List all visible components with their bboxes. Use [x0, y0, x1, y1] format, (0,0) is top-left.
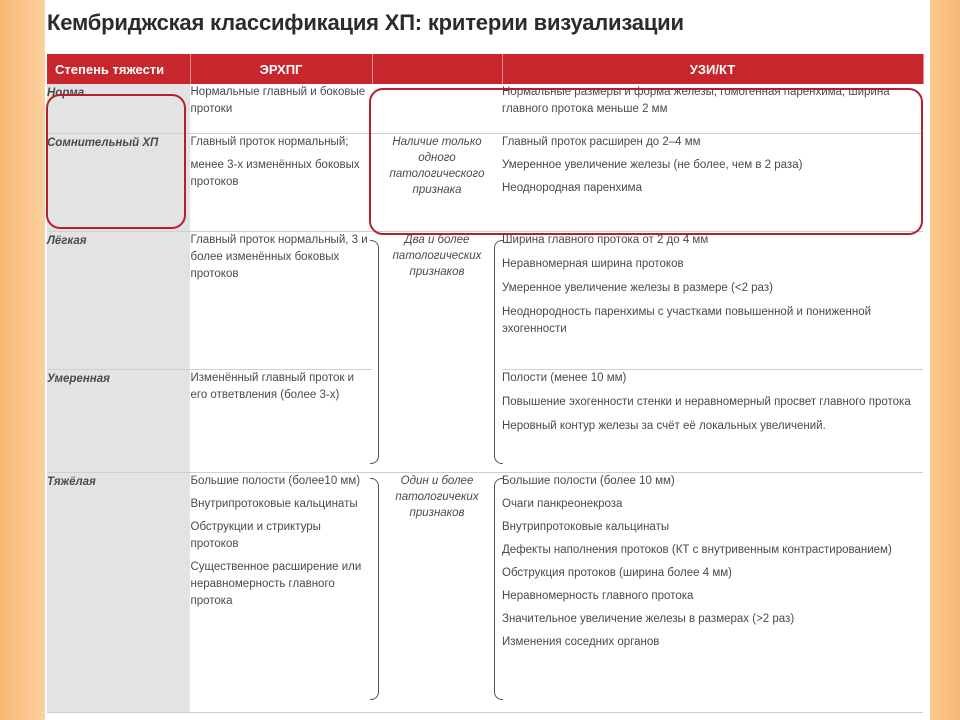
usg-severe-item: Внутрипротоковые кальцинаты — [502, 520, 670, 533]
usg-moderate — [502, 369, 923, 472]
left-brace-mild-moderate — [494, 240, 503, 464]
ercp-severe-item: Внутрипротоковые кальцинаты — [190, 497, 358, 510]
ercp-severe-item: Обструкции и стриктуры протоков — [190, 520, 321, 550]
severity-severe: Тяжёлая — [47, 472, 190, 712]
usg-doubtful-item: Неоднородная паренхима — [502, 181, 642, 194]
usg-mild-item: Неоднородность паренхимы с участками повышенной и пониженной эхогенности — [502, 305, 872, 335]
middle-norm — [372, 84, 502, 133]
middle-one-or-more: Один и более патологичеких признаков — [372, 472, 502, 712]
header-usg: УЗИ/КТ — [502, 54, 923, 84]
row-norm — [47, 84, 923, 133]
usg-severe-item: Дефекты наполнения протоков (КТ с внутривенным контрастированием) — [502, 543, 892, 556]
usg-moderate-item: Повышение эхогенности стенки и неравномерный просвет главного протока — [502, 395, 911, 408]
header-middle — [372, 54, 502, 84]
ercp-mild-item: Главный проток нормальный, 3 и более изменённых боковых протоков — [190, 233, 368, 280]
usg-severe-item: Обструкция протоков (ширина более 4 мм) — [502, 566, 732, 579]
usg-severe — [502, 472, 923, 712]
usg-norm — [502, 84, 923, 133]
row-severe — [47, 472, 923, 712]
header-severity: Степень тяжести — [47, 54, 190, 84]
row-doubtful — [47, 133, 923, 231]
severity-doubtful: Сомнительный ХП — [47, 133, 190, 231]
ercp-moderate — [190, 369, 372, 472]
usg-doubtful-item: Умеренное увеличение железы (не более, чем в 2 раза) — [502, 158, 803, 171]
ercp-norm-item: Нормальные главный и боковые протоки — [190, 86, 366, 115]
usg-mild-item: Ширина главного протока от 2 до 4 мм — [502, 233, 709, 246]
ercp-norm — [190, 84, 372, 133]
usg-mild-item: Умеренное увеличение железы в размере (<2 раз) — [502, 281, 773, 294]
severity-norm: Норма — [47, 84, 190, 133]
classification-table — [47, 54, 924, 713]
left-brace-severe — [494, 478, 503, 700]
ercp-moderate-item: Изменённый главный проток и его ответвления (более 3-х) — [190, 371, 355, 401]
middle-two-signs: Два и более патологических признаков — [372, 231, 502, 472]
usg-mild-item: Неравномерная ширина протоков — [502, 257, 684, 270]
usg-severe-item: Большие полости (более 10 мм) — [502, 474, 675, 487]
severity-moderate: Умеренная — [47, 369, 190, 472]
ercp-mild — [190, 231, 372, 369]
right-brace-severe — [370, 478, 379, 700]
usg-doubtful-item: Главный проток расширен до 2–4 мм — [502, 135, 701, 148]
ercp-doubtful-item: менее 3-х изменённых боковых протоков — [190, 158, 360, 188]
usg-moderate-item: Полости (менее 10 мм) — [502, 371, 627, 384]
usg-norm-item: Нормальные размеры и форма железы, гомогенная паренхима, ширина главного протока меньше 2 мм — [502, 86, 890, 115]
ercp-severe — [190, 472, 372, 712]
row-mild — [47, 231, 923, 369]
usg-severe-item: Изменения соседних органов — [502, 635, 660, 648]
usg-severe-item: Неравномерность главного протока — [502, 589, 694, 602]
ercp-severe-item: Существенное расширение или неравномерность главного протока — [190, 560, 362, 607]
usg-moderate-item: Неровный контур железы за счёт её локальных увеличений. — [502, 419, 826, 432]
middle-one-sign: Наличие только одного патологического признака — [372, 133, 502, 231]
table-header-row — [47, 54, 923, 84]
ercp-severe-item: Большие полости (более10 мм) — [190, 474, 361, 487]
ercp-doubtful-item: Главный проток нормальный; — [190, 135, 349, 148]
usg-doubtful — [502, 133, 923, 231]
page-title: Кембриджская классификация ХП: критерии визуализации — [47, 10, 684, 35]
usg-severe-item: Значительное увеличение железы в размерах (>2 раз) — [502, 612, 795, 625]
usg-mild — [502, 231, 923, 369]
usg-severe-item: Очаги панкреонекроза — [502, 497, 623, 510]
ercp-doubtful — [190, 133, 372, 231]
header-ercp: ЭРХПГ — [190, 54, 372, 84]
right-brace-mild-moderate — [370, 240, 379, 464]
severity-mild: Лёгкая — [47, 231, 190, 369]
